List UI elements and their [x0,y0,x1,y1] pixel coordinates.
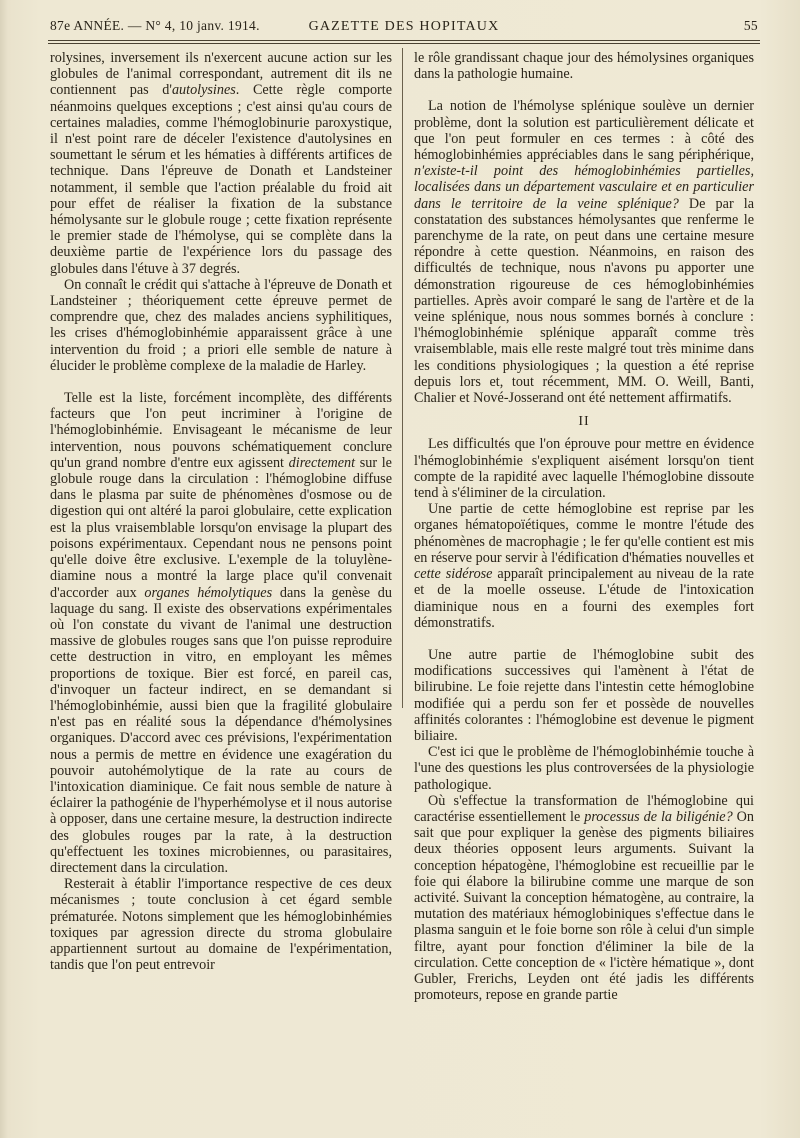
column-divider [402,48,403,708]
paragraph: Resterait à établir l'importance respective de ces deux mécanismes ; toute conclusion à cet égard semble prématurée. Notons simplement que les hémoglobinhémies toxiques par agression directe du stroma globulaire appartiennent surtout au domaine de l'expérimentation, tandis que l'on peut entrevoir [50,876,392,974]
paragraph: rolysines, inversement ils n'exercent aucune action sur les globules de l'animal correspondant, autrement dit ils ne contiennent pas d'autolysines. Cette règle comporte néanmoins quelques exceptions ; c'est ainsi qu'au cours de certaines maladies, comme l'hémoglobinurie paroxystique, il n'est point rare de déceler l'existence d'autolysines en soumettant le sérum et les hématies à différents artifices de technique. Dans l'épreuve de Donath et Landsteiner notamment, il semble que l'action préalable du froid ait pour effet de réaliser la fixation de la substance hémolysante sur le globule rouge ; cette fixation représente le premier stade de l'hémolyse, qui se complète dans la deuxième partie de l'expérience lors du passage des globules dans l'étuve à 37 degrés. [50,50,393,277]
paragraph: La notion de l'hémolyse splénique soulève un dernier problème, dont la solution est particulièrement délicate et que l'on peut formuler en ces termes : à côté des hémoglobinhémies appréciables dans le sang périphérique, n'existe-t-il point des hémoglobinhémies partielles, localisées dans un département vasculaire et en particulier dans le territoire de la veine splénique? De par la constatation des substances hémolysantes que renferme le parenchyme de la rate, on peut dans une certaine mesure répondre à cette question. Néanmoins, en raison des difficultés de technique, nous n'avons pu apporter une démonstration rigoureuse de ces hémoglobinhémies partielles. Après avoir comparé le sang de l'artère et de la veine splénique, nous nous sommes bornés à conclure : l'hémoglobinhémie splénique apparaît comme très vraisemblable, mais elle reste malgré tout très minime dans les conditions physiologiques ; la question a été reprise depuis lors et, tout récemment, MM. O. Weill, Banti, Chalier et Nové-Josserand ont été nettement affirmatifs. [414,98,754,407]
paragraph: Où s'effectue la transformation de l'hémoglobine qui caractérise essentiellement le processus de la biligénie? On sait que pour expliquer la genèse des pigments biliaires deux théories opposent leurs arguments. Suivant la conception hépatogène, l'hémoglobine est recueillie par le foie qui élabore la bilirubine comme une marque de son activité. Suivant la conception hématogène, au contraire, la mutation des matériaux hémoglobiniques s'effectue dans le plasma sanguin et le foie borne son rôle à celui d'un simple filtre, ayant pour fonction d'éliminer la bile de la circulation. Cette conception de « l'ictère hématique », dont Gubler, Frerichs, Leyden ont été jadis les différents promoteurs, repose en grande partie [414,792,754,1004]
paragraph: Les difficultés que l'on éprouve pour mettre en évidence l'hémoglobinhémie s'expliquent aisément lorsqu'on tient compte de la rapidité avec laquelle l'hémoglobine dissoute tend à s'éliminer de la circulation. [414,436,754,502]
paragraph: le rôle grandissant chaque jour des hémolysines organiques dans la pathologie humaine. [414,50,754,83]
paragraph: Une autre partie de l'hémoglobine subit des modifications successives qui l'amènent à l'état de bilirubine. Le foie rejette dans l'intestin cette hémoglobine modifiée qui a perdu son fer et possède de nouvelles affinités colorantes : l'hémoglobine est devenue le pigment biliaire. [414,646,754,744]
paragraph: C'est ici que le problème de l'hémoglobinhémie touche à l'une des questions les plus controversées de la physiologie pathologique. [414,744,754,793]
header-rule-bottom [48,43,760,44]
paragraph: Telle est la liste, forcément incomplète, des différents facteurs que l'on peut incriminer à l'origine de l'hémoglobinhémie. Envisageant le mécanisme de leur intervention, nous pouvons schématiquement conclure qu'un grand nombre d'entre eux agissent directement sur le globule rouge dans la circulation : l'hémoglobine diffuse dans le plasma par suite de phénomènes d'osmose ou de digestion qui ont altéré la paroi globulaire, cette explication est la plus vraisemblable lorsqu'on envisage la plupart des poisons expérimentaux. Cependant nous ne pensons point qu'elle doive être exclusive. L'exemple de la toluylène-diamine nous a montré la large place qu'il convenait d'accorder aux organes hémolytiques dans la genèse du laquage du sang. Il existe des observations expérimentales où l'on constate du vivant de l'animal une destruction massive de globules rouges sans que l'on puisse reproduire cette destruction in vitro, en employant les mêmes proportions de toxique. Bier est forcé, en pareil cas, d'invoquer un facteur indirect, en se demandant si l'hémoglobinhémie, aussi bien que la fragilité globulaire n'est pas en réalité sous la dépendance d'hémolysines organiques. D'accord avec ces prévisions, l'expérimentation nous a permis de mettre en évidence une exagération du pouvoir autohémolytique de la rate au cours de l'intoxication diaminique. Ce fait nous semble de nature à éclairer la pathogénie de l'hyperhémolyse et il nous autorise à opposer, dans une certaine mesure, la destruction indirecte des globules rouges par la rate, à la destruction qu'effectuent les toxines microbiennes, ou parasitaires, directement dans la circulation. [50,390,392,876]
left-column [50,50,392,973]
right-column [414,50,754,1003]
paragraph: Une partie de cette hémoglobine est reprise par les organes hématopoïétiques, comme le montre l'étude des phénomènes de macrophagie ; le fer qu'elle contient est mis en réserve pour servir à l'édification d'hématies nouvelles et cette sidérose apparaît principalement au niveau de la rate et de la moelle osseuse. L'étude de l'intoxication diaminique nous en a fourni des exemples fort démonstratifs. [414,501,754,631]
page-header [50,18,758,38]
paragraph: On connaît le crédit qui s'attache à l'épreuve de Donath et Landsteiner ; théoriquement cette épreuve permet de comprendre que, chez des malades anciens syphilitiques, les crises d'hémoglobinhémie apparaissent grâce à une intervention du froid ; a priori elle semble de nature à élucider le problème complexe de la maladie de Harley. [50,276,392,374]
page-number: 55 [743,18,758,33]
issue-info: 87e ANNÉE. — N° 4, 10 janv. 1914. [50,18,260,33]
section-heading: II [578,414,590,430]
header-rule-top [48,40,760,41]
journal-title: GAZETTE DES HOPITAUX [308,19,500,34]
